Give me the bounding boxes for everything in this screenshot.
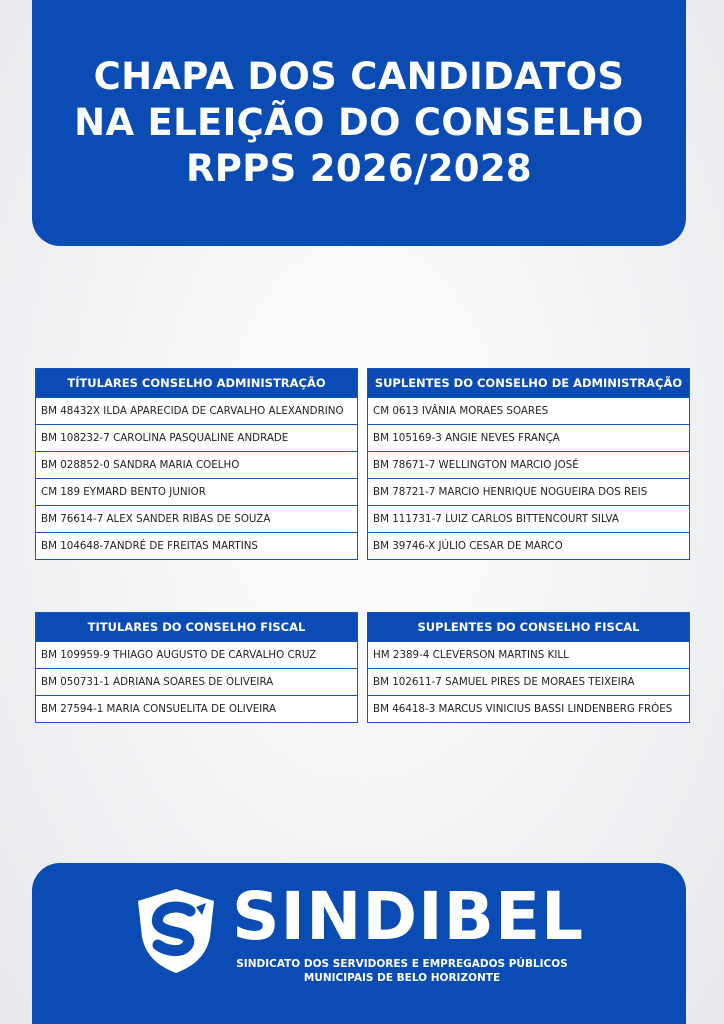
brand-subtitle	[228, 957, 576, 985]
candidate-cell: BM 104648-7ANDRÉ DE FREITAS MARTINS	[36, 533, 358, 560]
table-header: SUPLENTES DO CONSELHO FISCAL	[368, 613, 690, 642]
candidate-cell: BM 39746-X JÚLIO CESAR DE MARCO	[368, 533, 690, 560]
candidate-cell: BM 102611-7 SAMUEL PIRES DE MORAES TEIXEIRA	[368, 669, 690, 696]
admin-suplentes-table	[367, 368, 690, 560]
table-row	[36, 425, 358, 452]
brand-name: SINDIBEL	[232, 878, 585, 955]
fiscal-tables-row	[35, 612, 690, 723]
table-row	[368, 452, 690, 479]
candidate-cell: BM 78721-7 MARCIO HENRIQUE NOGUEIRA DOS REIS	[368, 479, 690, 506]
table-row	[36, 696, 358, 723]
table-row	[368, 669, 690, 696]
page-title-line-1: CHAPA DOS CANDIDATOS	[93, 55, 625, 98]
brand-subtitle-line-1: SINDICATO DOS SERVIDORES E EMPREGADOS PÚBLICOS	[236, 958, 568, 970]
table-row	[368, 425, 690, 452]
candidate-cell: CM 189 EYMARD BENTO JUNIOR	[36, 479, 358, 506]
candidate-cell: BM 108232-7 CAROLINA PASQUALINE ANDRADE	[36, 425, 358, 452]
footer-banner	[32, 863, 686, 1024]
brand-subtitle-line-2: MUNICIPAIS DE BELO HORIZONTE	[303, 972, 501, 984]
fiscal-titulares-table	[35, 612, 358, 723]
page-title-line-3: RPPS 2026/2028	[186, 147, 532, 190]
candidate-cell: BM 105169-3 ANGIE NEVES FRANÇA	[368, 425, 690, 452]
candidate-cell: BM 48432X ILDA APARECIDA DE CARVALHO ALEXANDRINO	[36, 398, 358, 425]
candidate-cell: CM 0613 IVÂNIA MORAES SOARES	[368, 398, 690, 425]
table-row	[368, 642, 690, 669]
table-row	[368, 479, 690, 506]
table-row	[368, 506, 690, 533]
table-header: TITULARES DO CONSELHO FISCAL	[36, 613, 358, 642]
page-title-line-2: NA ELEIÇÃO DO CONSELHO	[74, 101, 644, 144]
table-header: SUPLENTES DO CONSELHO DE ADMINISTRAÇÃO	[368, 369, 690, 398]
page-title	[74, 54, 644, 192]
candidate-cell: BM 76614-7 ALEX SANDER RIBAS DE SOUZA	[36, 506, 358, 533]
candidate-cell: BM 46418-3 MARCUS VINICIUS BASSI LINDENBERG FRÓES	[368, 696, 690, 723]
table-row	[36, 533, 358, 560]
candidate-cell: BM 78671-7 WELLINGTON MARCIO JOSÉ	[368, 452, 690, 479]
candidate-cell: BM 109959-9 THIAGO AUGUSTO DE CARVALHO CRUZ	[36, 642, 358, 669]
table-row	[368, 533, 690, 560]
table-row	[368, 696, 690, 723]
candidate-cell: BM 27594-1 MARIA CONSUELITA DE OLIVEIRA	[36, 696, 358, 723]
fiscal-suplentes-table	[367, 612, 690, 723]
candidate-cell: BM 050731-1 ADRIANA SOARES DE OLIVEIRA	[36, 669, 358, 696]
candidate-cell: HM 2389-4 CLEVERSON MARTINS KILL	[368, 642, 690, 669]
header-banner	[32, 0, 686, 246]
candidate-cell: BM 028852-0 SANDRA MARIA COELHO	[36, 452, 358, 479]
table-row	[36, 506, 358, 533]
table-row	[36, 452, 358, 479]
admin-titulares-table	[35, 368, 358, 560]
table-row	[36, 642, 358, 669]
table-row	[36, 669, 358, 696]
shield-s-logo-icon	[136, 887, 216, 975]
candidate-cell: BM 111731-7 LUIZ CARLOS BITTENCOURT SILVA	[368, 506, 690, 533]
table-header: TÍTULARES CONSELHO ADMINISTRAÇÃO	[36, 369, 358, 398]
table-row	[36, 398, 358, 425]
table-row	[368, 398, 690, 425]
admin-tables-row	[35, 368, 690, 560]
table-row	[36, 479, 358, 506]
